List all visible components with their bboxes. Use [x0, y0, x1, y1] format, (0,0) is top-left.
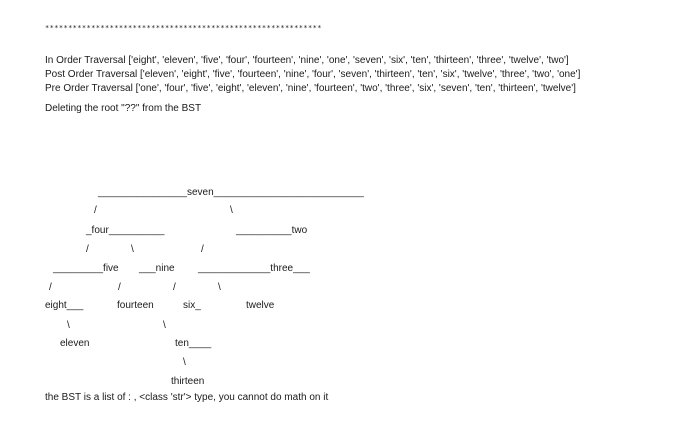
pre-order-traversal: Pre Order Traversal ['one', 'four', 'five', 'eight', 'eleven', 'nine', 'fourteen', 'two', 'three', 'six', 'seven', 'ten', 'thirteen', 'twelve'] — [45, 83, 576, 94]
tree-node-ten: ten____ — [175, 338, 212, 349]
tree-node-two: __________two — [236, 225, 308, 236]
tree-branch: / — [173, 282, 176, 293]
deleting-message: Deleting the root "??" from the BST — [45, 103, 202, 114]
tree-branch: \ — [230, 205, 233, 216]
tree-node-eleven: eleven — [60, 338, 90, 349]
tree-branch: / — [118, 282, 121, 293]
footer-message: the BST is a list of : , <class 'str'> type, you cannot do math on it — [45, 392, 329, 403]
tree-branch: \ — [218, 282, 221, 293]
tree-branch: \ — [131, 244, 134, 255]
tree-branch: / — [86, 244, 89, 255]
tree-node-nine: ___nine — [139, 263, 175, 274]
tree-node-thirteen: thirteen — [171, 376, 205, 387]
tree-branch: \ — [183, 357, 186, 368]
tree-node-three: _____________three___ — [198, 263, 310, 274]
tree-branch: \ — [67, 320, 70, 331]
tree-node-twelve: twelve — [246, 300, 275, 311]
tree-branch: / — [94, 205, 97, 216]
tree-row-root-seven: ________________seven___________________________ — [98, 187, 364, 198]
in-order-traversal: In Order Traversal ['eight', 'eleven', 'five', 'four', 'fourteen', 'nine', 'one', 'seven', 'six', 'ten', 'thirteen', 'three', 'twelve', 'two'] — [45, 55, 569, 66]
separator-line: ************************************************************ — [45, 24, 322, 32]
tree-branch: \ — [163, 320, 166, 331]
tree-node-fourteen: fourteen — [117, 300, 154, 311]
tree-node-four: _four__________ — [86, 225, 165, 236]
tree-branch: / — [201, 244, 204, 255]
tree-node-five: _________five — [53, 263, 119, 274]
post-order-traversal: Post Order Traversal ['eleven', 'eight', 'five', 'fourteen', 'nine', 'four', 'seven', 'thirteen', 'ten', 'six', 'twelve', 'three', 'two', 'one'] — [45, 69, 581, 80]
tree-node-six: six_ — [183, 300, 201, 311]
tree-node-eight: eight___ — [45, 300, 84, 311]
tree-branch: / — [49, 282, 52, 293]
